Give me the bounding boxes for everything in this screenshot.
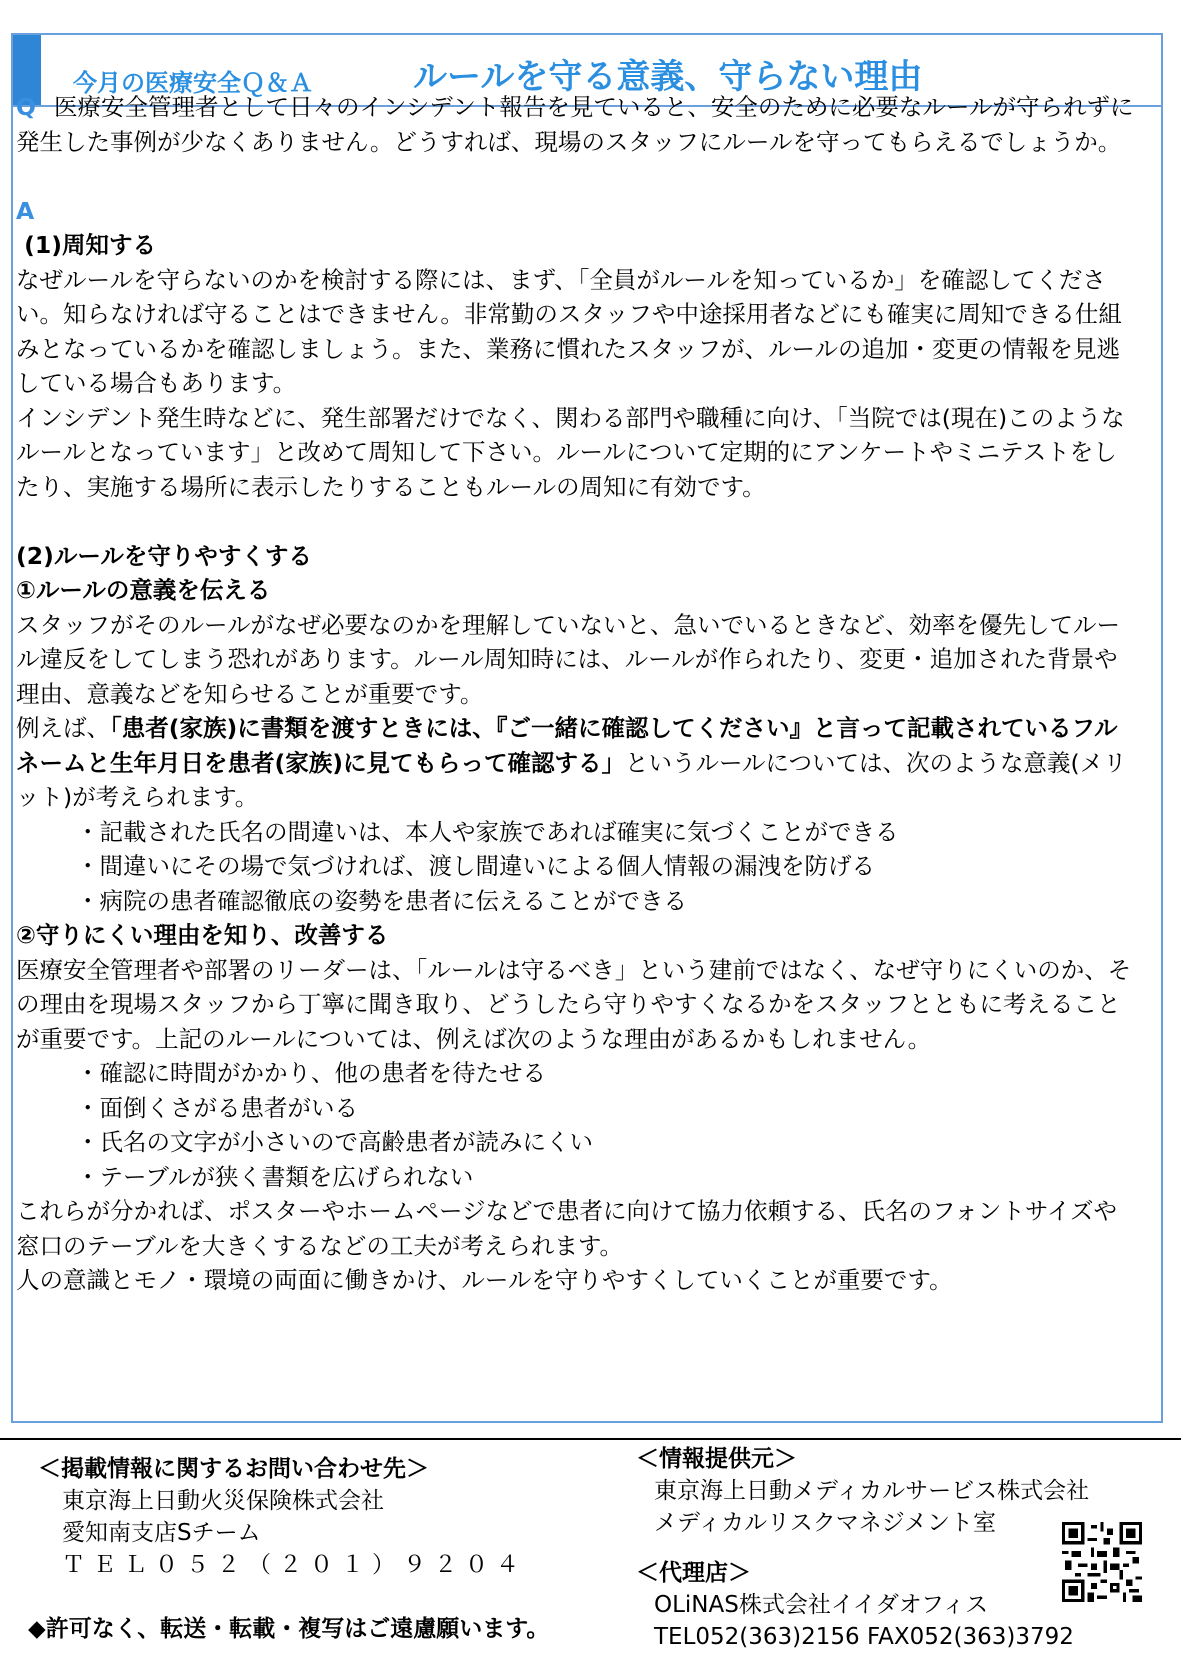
agency-contact: TEL052(363)2156 FAX052(363)3792 bbox=[654, 1624, 1074, 1650]
section-2b-paragraph-1: 医療安全管理者や部署のリーダーは、「ルールは守るべき」という建前ではなく、なぜ守りにくいのか、その理由を現場スタッフから丁寧に聞き取り、どうしたら守りやすくなるかをスタッフとともに考えることが重要です。上記のルールについては、例えば次のような理由があるかもしれません。 bbox=[16, 955, 1132, 1053]
contact-team: 愛知南支店Sチーム bbox=[62, 1520, 261, 1546]
question-paragraph bbox=[16, 90, 1138, 159]
section-2a-paragraph-1: スタッフがそのルールがなぜ必要なのかを理解していないと、急いでいるときなど、効率を優先してルール違反をしてしまう恐れがあります。ルール周知時には、ルールが作られたり、変更・追加された背景や理由、意義などを知らせることが重要です。 bbox=[16, 610, 1121, 708]
contact-heading: ＜掲載情報に関するお問い合わせ先＞ bbox=[38, 1456, 429, 1482]
section-2b-heading: ②守りにくい理由を知り、改善する bbox=[16, 921, 389, 949]
question-label: Q bbox=[16, 93, 36, 121]
merit-bullet: ・間違いにその場で気づければ、渡し間違いによる個人情報の漏洩を防げる bbox=[76, 852, 875, 880]
reason-bullet: ・テーブルが狭く書類を広げられない bbox=[76, 1162, 474, 1191]
section-2b-paragraph-2: これらが分かれば、ポスターやホームページなどで患者に向けて協力依頼する、氏名のフォントサイズや窓口のテーブルを大きくするなどの工夫が考えられます。 bbox=[16, 1197, 1117, 1260]
section-2a-paragraph-2 bbox=[16, 711, 1138, 815]
merit-bullet: ・病院の患者確認徹底の姿勢を患者に伝えることができる bbox=[76, 886, 687, 915]
agency-name: OLiNAS株式会社イイダオフィス bbox=[654, 1592, 989, 1618]
qr-code-icon[interactable] bbox=[1062, 1522, 1142, 1602]
section-1-paragraph-2: インシデント発生時などに、発生部署だけでなく、関わる部門や職種に向け、「当院では(現在)このようなルールとなっています」と改めて周知して下さい。ルールについて定期的にアンケートやミニテストをしたり、実施する場所に表示したりすることもルールの周知に有効です。 bbox=[16, 403, 1125, 501]
provider-block bbox=[636, 1443, 1089, 1653]
example-outro: というルールについては、次のような意義(メリット)が考えられます。 bbox=[16, 748, 1127, 811]
article-title: ルールを守る意義、守らない理由 bbox=[413, 57, 923, 97]
footer-divider bbox=[0, 1438, 1181, 1440]
provider-dept: メディカルリスクマネジメント室 bbox=[654, 1510, 997, 1536]
article-body bbox=[16, 90, 1138, 1298]
section-2a-heading: ①ルールの意義を伝える bbox=[16, 576, 271, 604]
example-intro: 例えば、 bbox=[16, 714, 110, 742]
contact-tel: ＴＥＬ０５２（２０１）９２０４ bbox=[62, 1552, 527, 1578]
copy-warning: ◆許可なく、転送・転載・複写はご遠慮願います。 bbox=[28, 1616, 550, 1642]
header-subtitle: 今月の医療安全Ｑ＆Ａ bbox=[73, 69, 313, 97]
contact-company: 東京海上日動火災保険株式会社 bbox=[62, 1488, 384, 1514]
provider-company: 東京海上日動メディカルサービス株式会社 bbox=[654, 1478, 1090, 1504]
agency-heading: ＜代理店＞ bbox=[636, 1560, 751, 1586]
question-text: 医療安全管理者として日々のインシデント報告を見ていると、安全のために必要なルールが守られずに発生した事例が少なくありません。どうすれば、現場のスタッフにルールを守ってもらえるでしょうか。 bbox=[16, 93, 1134, 156]
provider-heading: ＜情報提供元＞ bbox=[636, 1446, 797, 1472]
answer-label: A bbox=[16, 196, 35, 225]
section-2b-paragraph-3: 人の意識とモノ・環境の両面に働きかけ、ルールを守りやすくしていくことが重要です。 bbox=[16, 1266, 953, 1294]
reason-bullet: ・氏名の文字が小さいので高齢患者が読みにくい bbox=[76, 1128, 593, 1156]
example-rule: 「患者(家族)に書類を渡すときには、『ご一緒に確認してください』と言って記載されているフルネームと生年月日を患者(家族)に見てもらって確認する」 bbox=[16, 714, 1118, 777]
reason-bullet: ・面倒くさがる患者がいる bbox=[76, 1093, 358, 1122]
reason-bullet: ・確認に時間がかかり、他の患者を待たせる bbox=[76, 1059, 546, 1087]
merit-bullet: ・記載された氏名の間違いは、本人や家族であれば確実に気づくことができる bbox=[76, 817, 899, 846]
section-1-heading: (1)周知する bbox=[16, 231, 157, 259]
contact-block bbox=[38, 1453, 527, 1581]
section-2-heading: (2)ルールを守りやすくする bbox=[16, 541, 312, 570]
section-1-paragraph-1: なぜルールを守らないのかを検討する際には、まず、「全員がルールを知っているか」を確認してください。知らなければ守ることはできません。非常勤のスタッフや中途採用者などにも確実に周知できる仕組みとなっているかを確認しましょう。また、業務に慣れたスタッフが、ルールの追加・変更の情報を見逃している場合もあります。 bbox=[16, 265, 1122, 397]
